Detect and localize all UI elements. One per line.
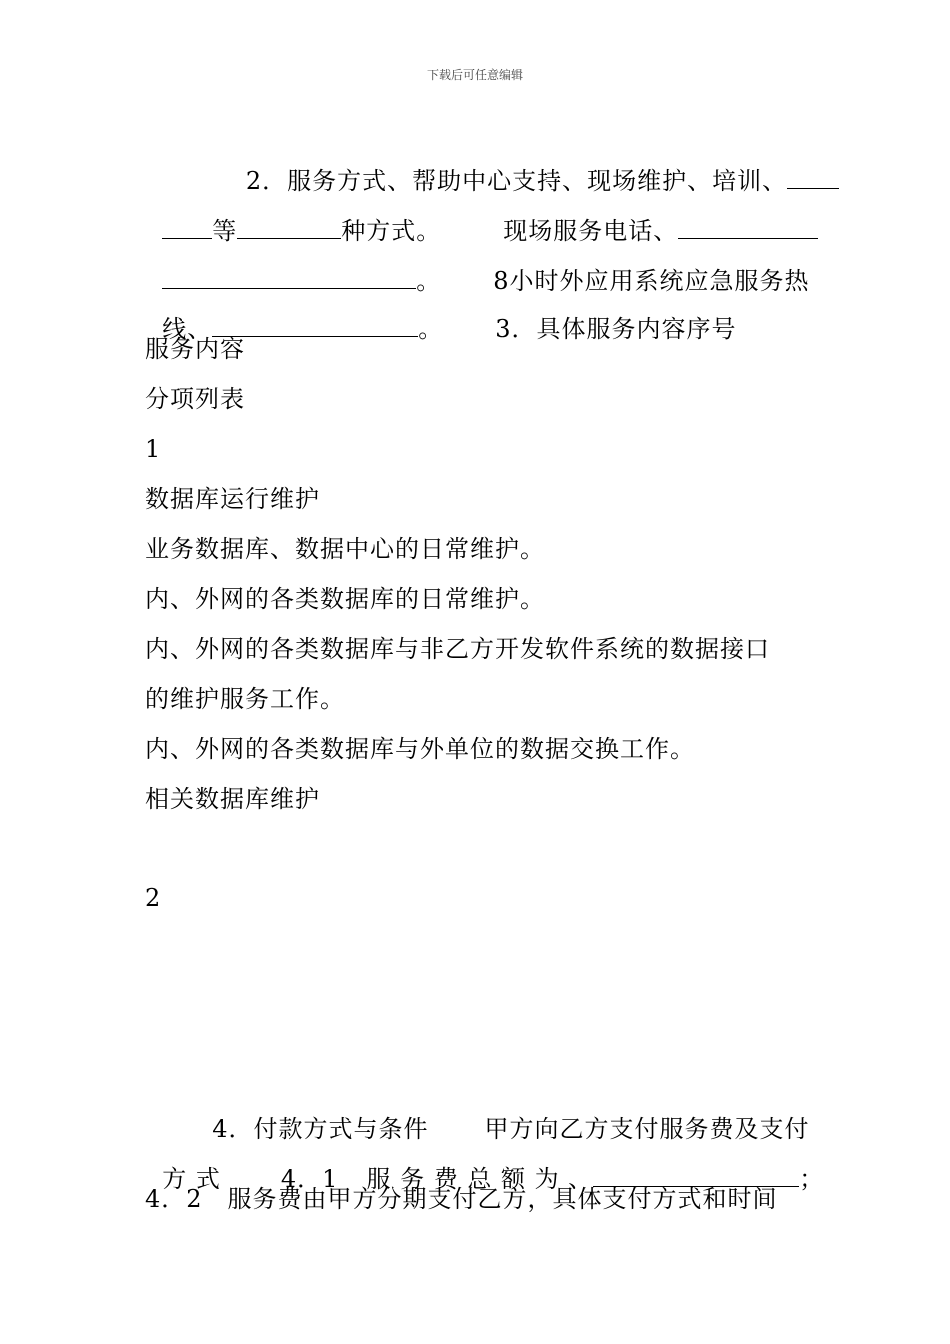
page-header: 下载后可任意编辑: [426, 68, 523, 82]
text-method: 方 式: [162, 1165, 221, 1193]
text-period: 。: [416, 267, 442, 295]
section4-intro: 甲方向乙方支付服务费及支付: [484, 1115, 810, 1143]
row1-item: 内、外网的各类数据库与外单位的数据交换工作。: [145, 735, 695, 763]
section4-title: 4．付款方式与条件: [212, 1115, 429, 1143]
row1-item: 的维护服务工作。: [145, 685, 345, 713]
row1-item: 相关数据库维护: [145, 785, 320, 813]
section4-line3: 4．2 服务费由甲方分期支付乙方，具体支付方式和时间: [145, 1185, 778, 1213]
text-period: 。: [418, 315, 444, 343]
row2-number: 2: [145, 884, 162, 912]
text-methods: 种方式。: [341, 217, 442, 245]
text-semicolon: ；: [799, 1165, 825, 1193]
text-phone-label: 现场服务电话、: [503, 217, 679, 245]
clause-4-1: 4．1: [280, 1165, 339, 1193]
row1-item: 业务数据库、数据中心的日常维护。: [145, 535, 545, 563]
row1-title: 数据库运行维护: [145, 485, 320, 513]
text-line: 线、: [162, 315, 213, 343]
text-section3-title: 3．具体服务内容序号: [495, 315, 737, 343]
row1-item: 内、外网的各类数据库的日常维护。: [145, 585, 545, 613]
table-header-service: 服务内容: [145, 335, 245, 363]
row1-item: 内、外网的各类数据库与非乙方开发软件系统的数据接口: [145, 635, 770, 663]
table-header-items: 分项列表: [145, 385, 245, 413]
text-hotline-label: 8小时外应用系统应急服务热: [493, 267, 810, 295]
row1-number: 1: [145, 435, 162, 463]
text-total-fee: 服 务 费 总 额 为 、: [366, 1165, 594, 1193]
section2-line1-text: 2．服务方式、帮助中心支持、现场维护、培训、: [212, 167, 788, 195]
text-deng: 等: [212, 217, 238, 245]
